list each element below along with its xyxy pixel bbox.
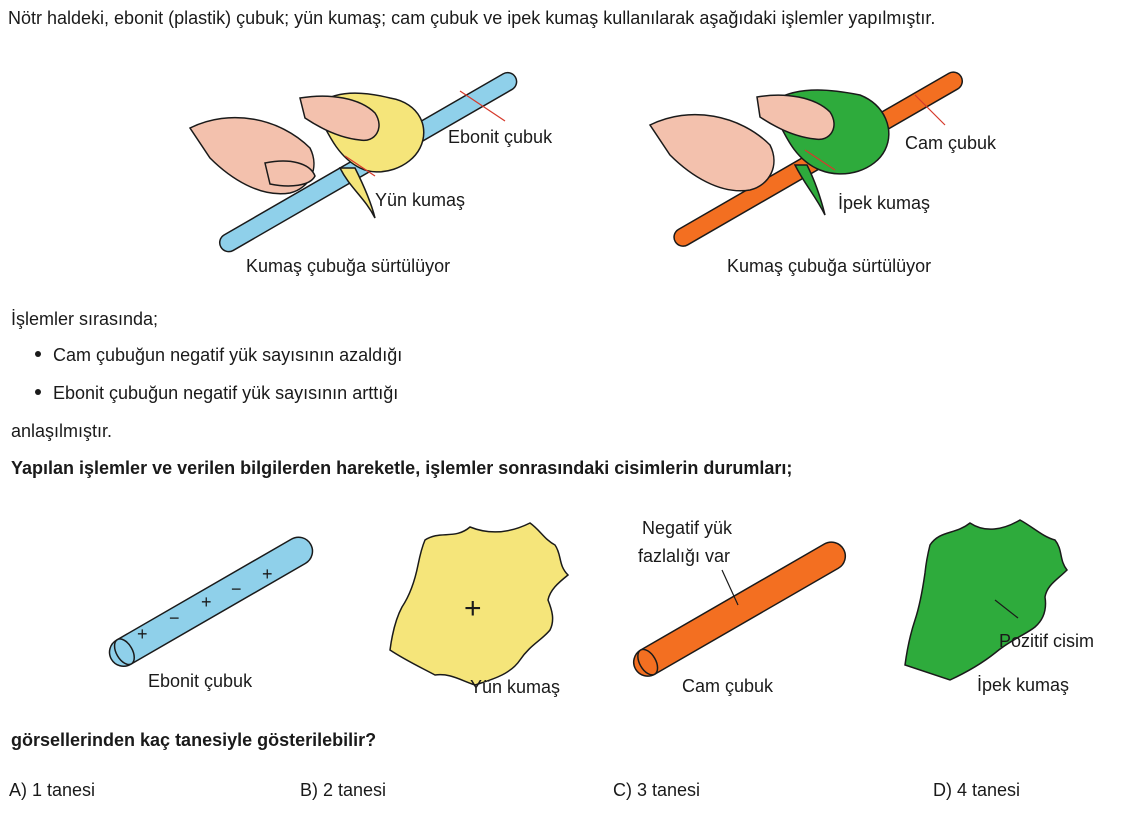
glass-rod-label: Cam çubuk	[905, 133, 997, 153]
bullet-dot	[35, 389, 41, 395]
option-b[interactable]: B) 2 tanesi	[300, 780, 387, 800]
charge-sign: +	[137, 624, 148, 644]
state-silk	[885, 515, 1140, 700]
option-c[interactable]: C) 3 tanesi	[613, 780, 701, 800]
state-glass	[620, 510, 880, 700]
wool-cloth-label: Yün kumaş	[375, 190, 466, 210]
glass-note-line1: Negatif yük	[642, 518, 733, 538]
intro-text: Nötr haldeki, ebonit (plastik) çubuk; yün kumaş; cam çubuk ve ipek kumaş kullanılarak aşağıdaki işlemler yapılmıştır.	[8, 8, 936, 28]
silk-cloth-label: İpek kumaş	[838, 193, 931, 213]
state-ebonite	[100, 520, 340, 700]
charge-sign: −	[231, 579, 242, 599]
hand-left	[650, 115, 774, 191]
during-text: İşlemler sırasında;	[11, 309, 159, 329]
silk-note: Pozitif cisim	[999, 631, 1095, 651]
figure-wool-ebonite	[170, 58, 590, 258]
figure-silk-glass	[645, 65, 1065, 265]
glass-state-label: Cam çubuk	[682, 676, 774, 696]
ebonite-state-label: Ebonit çubuk	[148, 671, 253, 691]
figure1-caption: Kumaş çubuğa sürtülüyor	[246, 256, 451, 276]
state-wool	[380, 515, 600, 700]
charge-sign: +	[201, 592, 212, 612]
option-d[interactable]: D) 4 tanesi	[933, 780, 1021, 800]
question-end: görsellerinden kaç tanesiyle gösterilebilir?	[11, 730, 377, 750]
understood-text: anlaşılmıştır.	[11, 421, 113, 441]
bullet-2: Ebonit çubuğun negatif yük sayısının arttığı	[35, 382, 398, 404]
glass-note-line2: fazlalığı var	[638, 546, 731, 566]
wool-charge-sign: +	[464, 592, 482, 625]
silk-state-label: İpek kumaş	[977, 675, 1070, 695]
ebonite-rod-label: Ebonit çubuk	[448, 127, 553, 147]
charge-sign: +	[262, 564, 273, 584]
option-a[interactable]: A) 1 tanesi	[9, 780, 96, 800]
figure2-caption: Kumaş çubuğa sürtülüyor	[727, 256, 932, 276]
charge-sign: −	[169, 608, 180, 628]
bullet-dot	[35, 351, 41, 357]
question-text: Yapılan işlemler ve verilen bilgilerden hareketle, işlemler sonrasındaki cisimlerin durumları;	[11, 458, 793, 478]
wool-state-label: Yün kumaş	[470, 677, 561, 697]
bullet-1: Cam çubuğun negatif yük sayısının azaldığı	[35, 344, 402, 366]
